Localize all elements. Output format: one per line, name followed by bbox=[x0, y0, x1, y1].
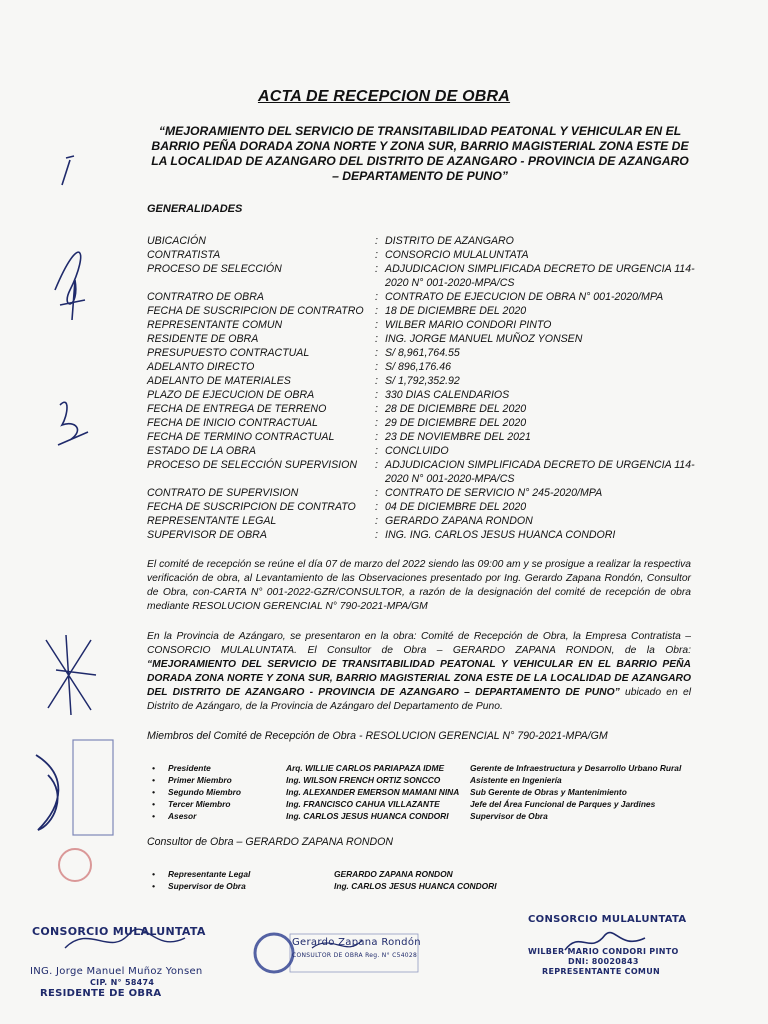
general-colon: : bbox=[375, 515, 378, 527]
general-value: ADJUDICACION SIMPLIFICADA DECRETO DE URGENCIA 114-2020 N° 001-2020-MPA/CS bbox=[385, 459, 695, 485]
general-value: ADJUDICACION SIMPLIFICADA DECRETO DE URGENCIA 114-2020 N° 001-2020-MPA/CS bbox=[385, 263, 695, 289]
member-name: Ing. WILSON FRENCH ORTIZ SONCCO bbox=[286, 775, 441, 785]
general-label: PRESUPUESTO CONTRACTUAL bbox=[147, 347, 310, 359]
general-row bbox=[147, 486, 707, 500]
member-name: Ing. CARLOS JESUS HUANCA CONDORI bbox=[286, 811, 449, 821]
general-row bbox=[147, 304, 707, 318]
general-row bbox=[147, 514, 707, 528]
member-bullet: • bbox=[152, 775, 155, 785]
general-value: GERARDO ZAPANA RONDON bbox=[385, 515, 533, 527]
general-row bbox=[147, 528, 707, 542]
residente-stamp-role: RESIDENTE DE OBRA bbox=[40, 988, 162, 999]
consultor-stamp-line: CONSULTOR DE OBRA Reg. N° C54028 bbox=[292, 952, 418, 959]
general-label: FECHA DE INICIO CONTRACTUAL bbox=[147, 417, 318, 429]
member-position: Sub Gerente de Obras y Mantenimiento bbox=[470, 787, 627, 797]
general-label: CONTRATISTA bbox=[147, 249, 221, 261]
general-colon: : bbox=[375, 361, 378, 373]
general-label: REPRESENTANTE COMUN bbox=[147, 319, 283, 331]
member-position: Supervisor de Obra bbox=[470, 811, 548, 821]
consultor-heading: Consultor de Obra – GERARDO ZAPANA RONDON bbox=[147, 836, 394, 848]
general-row bbox=[147, 262, 707, 290]
member-row bbox=[152, 762, 712, 774]
representante-stamp-role: REPRESENTANTE COMUN bbox=[542, 967, 660, 976]
general-label: SUPERVISOR DE OBRA bbox=[147, 529, 267, 541]
general-label: FECHA DE SUSCRIPCION DE CONTRATRO bbox=[147, 305, 364, 317]
representante-stamp-details bbox=[528, 947, 679, 977]
general-label: RESIDENTE DE OBRA bbox=[147, 333, 259, 345]
general-row bbox=[147, 360, 707, 374]
general-label: PROCESO DE SELECCIÓN bbox=[147, 263, 282, 275]
general-value: DISTRITO DE AZANGARO bbox=[385, 235, 514, 247]
consultor-name: Ing. CARLOS JESUS HUANCA CONDORI bbox=[334, 881, 497, 891]
general-value: ING. ING. CARLOS JESUS HUANCA CONDORI bbox=[385, 529, 616, 541]
member-role: Primer Miembro bbox=[168, 775, 232, 785]
document-title: ACTA DE RECEPCION DE OBRA bbox=[257, 88, 511, 105]
general-row bbox=[147, 416, 707, 430]
general-colon: : bbox=[375, 305, 378, 317]
general-label: UBICACIÓN bbox=[147, 235, 206, 247]
member-row bbox=[152, 774, 712, 786]
consultor-name: GERARDO ZAPANA RONDON bbox=[334, 869, 453, 879]
member-name: Ing. ALEXANDER EMERSON MAMANI NINA bbox=[286, 787, 460, 797]
consultor-list bbox=[152, 868, 572, 892]
general-value: 18 DE DICIEMBRE DEL 2020 bbox=[385, 305, 527, 317]
general-label: FECHA DE ENTREGA DE TERRENO bbox=[147, 403, 327, 415]
consultor-bullet: • bbox=[152, 881, 155, 891]
general-colon: : bbox=[375, 417, 378, 429]
seal-icon bbox=[55, 845, 95, 885]
consultor-role: Supervisor de Obra bbox=[168, 881, 246, 891]
general-label: FECHA DE SUSCRIPCION DE CONTRATO bbox=[147, 501, 356, 513]
member-row bbox=[152, 786, 712, 798]
member-bullet: • bbox=[152, 787, 155, 797]
general-label: ADELANTO DIRECTO bbox=[147, 361, 255, 373]
general-row bbox=[147, 458, 707, 486]
members-heading: Miembros del Comité de Recepción de Obra - RESOLUCION GERENCIAL N° 790-2021-MPA/GM bbox=[147, 730, 608, 742]
general-value: CONCLUIDO bbox=[385, 445, 449, 457]
paragraph-attendance-project: “MEJORAMIENTO DEL SERVICIO DE TRANSITABILIDAD PEATONAL Y VEHICULAR EN EL BARRIO PEÑA DORADA ZONA NORTE Y ZONA SUR, BARRIO MAGISTERIAL ZONA ESTE DE LA LOCALIDAD DE AZANGARO DEL DISTRITO DE AZANGARO - PROVINCIA DE AZANGARO – DEPARTAMENTO DE PUNO” bbox=[147, 659, 691, 698]
general-row bbox=[147, 248, 707, 262]
general-colon: : bbox=[375, 263, 378, 275]
general-row bbox=[147, 500, 707, 514]
general-colon: : bbox=[375, 249, 378, 261]
margin-signatures bbox=[40, 140, 100, 560]
residente-stamp-name: ING. Jorge Manuel Muñoz Yonsen bbox=[30, 966, 203, 977]
member-role: Segundo Miembro bbox=[168, 787, 242, 797]
paragraph-attendance-intro: En la Provincia de Azángaro, se presentaron en la obra: Comité de Recepción de Obra, la Empresa Contratista – CONSORCIO MULALUNTATA. El Consultor de Obra – GERARDO ZAPANA RONDON, de la Obra: bbox=[147, 631, 691, 656]
general-colon: : bbox=[375, 235, 378, 247]
section-heading-generalidades: GENERALIDADES bbox=[147, 203, 243, 215]
general-value: ING. JORGE MANUEL MUÑOZ YONSEN bbox=[385, 333, 583, 345]
general-colon: : bbox=[375, 431, 378, 443]
general-row bbox=[147, 332, 707, 346]
general-row bbox=[147, 402, 707, 416]
paragraph-attendance-location: ubicado en el Distrito de Azángaro, de la Provincia de Azángaro del Departamento de Puno. bbox=[147, 687, 691, 712]
general-value: 04 DE DICIEMBRE DEL 2020 bbox=[385, 501, 527, 513]
general-colon: : bbox=[375, 375, 378, 387]
general-row bbox=[147, 388, 707, 402]
residente-signature bbox=[60, 918, 190, 958]
member-bullet: • bbox=[152, 763, 155, 773]
general-colon: : bbox=[375, 459, 378, 471]
consultor-row bbox=[152, 868, 572, 880]
general-label: PROCESO DE SELECCIÓN SUPERVISION bbox=[147, 459, 357, 471]
general-value: 330 DIAS CALENDARIOS bbox=[385, 389, 510, 401]
general-colon: : bbox=[375, 445, 378, 457]
general-value: S/ 1,792,352.92 bbox=[385, 375, 460, 387]
general-colon: : bbox=[375, 529, 378, 541]
general-label: FECHA DE TERMINO CONTRACTUAL bbox=[147, 431, 335, 443]
general-value: CONTRATO DE SERVICIO N° 245-2020/MPA bbox=[385, 487, 603, 499]
consultor-row bbox=[152, 880, 572, 892]
residente-stamp-company: CONSORCIO MULALUNTATA bbox=[32, 925, 206, 938]
general-colon: : bbox=[375, 347, 378, 359]
general-label: REPRESENTANTE LEGAL bbox=[147, 515, 277, 527]
residente-stamp-details bbox=[30, 966, 203, 999]
member-bullet: • bbox=[152, 799, 155, 809]
general-colon: : bbox=[375, 389, 378, 401]
member-position: Asistente en Ingeniería bbox=[470, 775, 562, 785]
member-bullet: • bbox=[152, 811, 155, 821]
general-colon: : bbox=[375, 501, 378, 513]
general-row bbox=[147, 234, 707, 248]
consultor-bullet: • bbox=[152, 869, 155, 879]
project-title: “MEJORAMIENTO DEL SERVICIO DE TRANSITABILIDAD PEATONAL Y VEHICULAR EN EL BARRIO PEÑA DORADA ZONA NORTE Y ZONA SUR, BARRIO MAGISTERIAL ZONA ESTE DE LA LOCALIDAD DE AZANGARO DEL DISTRITO DE AZANGARO - PROVINCIA DE AZANGARO – DEPARTAMENTO DE PUNO” bbox=[151, 124, 689, 183]
general-value: CONTRATO DE EJECUCION DE OBRA N° 001-2020/MPA bbox=[385, 291, 664, 303]
general-value: CONSORCIO MULALUNTATA bbox=[385, 249, 529, 261]
member-row bbox=[152, 810, 712, 822]
general-colon: : bbox=[375, 291, 378, 303]
paragraph-committee-meeting: El comité de recepción se reúne el día 07 de marzo del 2022 siendo las 09:00 am y se prosigue a realizar la respectiva verificación de obra, al Levantamiento de las Observaciones presentado por Ing. Gerardo Zapana Rondón, Consultor de Obra, con-CARTA N° 001-2022-GZR/CONSULTOR, a razón de la designación del comité de recepción de obra mediante RESOLUCION GERENCIAL N° 790-2021-MPA/GM bbox=[147, 559, 691, 612]
general-row bbox=[147, 346, 707, 360]
consultor-role: Representante Legal bbox=[168, 869, 251, 879]
member-name: Ing. FRANCISCO CAHUA VILLAZANTE bbox=[286, 799, 440, 809]
general-value: 23 DE NOVIEMBRE DEL 2021 bbox=[385, 431, 531, 443]
member-position: Jefe del Área Funcional de Parques y Jardines bbox=[470, 799, 656, 809]
residente-signature-stamp bbox=[28, 735, 118, 845]
general-value: 28 DE DICIEMBRE DEL 2020 bbox=[385, 403, 527, 415]
general-row bbox=[147, 430, 707, 444]
general-label: PLAZO DE EJECUCION DE OBRA bbox=[147, 389, 315, 401]
general-value: S/ 8,961,764.55 bbox=[385, 347, 460, 359]
consultor-stamp bbox=[292, 936, 421, 962]
representante-stamp-name: WILBER MARIO CONDORI PINTO bbox=[528, 947, 679, 956]
member-name: Arq. WILLIE CARLOS PARIAPAZA IDME bbox=[286, 763, 445, 773]
general-label: ADELANTO DE MATERIALES bbox=[147, 375, 291, 387]
paragraph-attendance bbox=[147, 630, 691, 714]
member-row bbox=[152, 798, 712, 810]
general-row bbox=[147, 290, 707, 304]
general-row bbox=[147, 374, 707, 388]
margin-signature-x bbox=[36, 630, 106, 720]
general-colon: : bbox=[375, 333, 378, 345]
member-role: Presidente bbox=[168, 763, 211, 773]
representante-stamp-company: CONSORCIO MULALUNTATA bbox=[528, 914, 687, 925]
member-role: Tercer Miembro bbox=[168, 799, 231, 809]
general-label: ESTADO DE LA OBRA bbox=[147, 445, 256, 457]
general-colon: : bbox=[375, 403, 378, 415]
general-label: CONTRATO DE SUPERVISION bbox=[147, 487, 299, 499]
general-info-table bbox=[147, 234, 707, 542]
general-row bbox=[147, 444, 707, 458]
residente-stamp-cip: CIP. N° 58474 bbox=[90, 978, 155, 987]
general-label: CONTRATRO DE OBRA bbox=[147, 291, 264, 303]
members-list bbox=[152, 762, 712, 822]
general-value: 29 DE DICIEMBRE DEL 2020 bbox=[385, 417, 527, 429]
general-value: WILBER MARIO CONDORI PINTO bbox=[385, 319, 552, 331]
general-row bbox=[147, 318, 707, 332]
member-position: Gerente de Infraestructura y Desarrollo Urbano Rural bbox=[470, 763, 682, 773]
general-value: S/ 896,176.46 bbox=[385, 361, 451, 373]
general-colon: : bbox=[375, 319, 378, 331]
general-colon: : bbox=[375, 487, 378, 499]
consultor-stamp-name: Gerardo Zapana Rondón bbox=[292, 937, 421, 948]
representante-stamp-dni: DNI: 80020843 bbox=[568, 957, 639, 966]
member-role: Asesor bbox=[168, 811, 197, 821]
